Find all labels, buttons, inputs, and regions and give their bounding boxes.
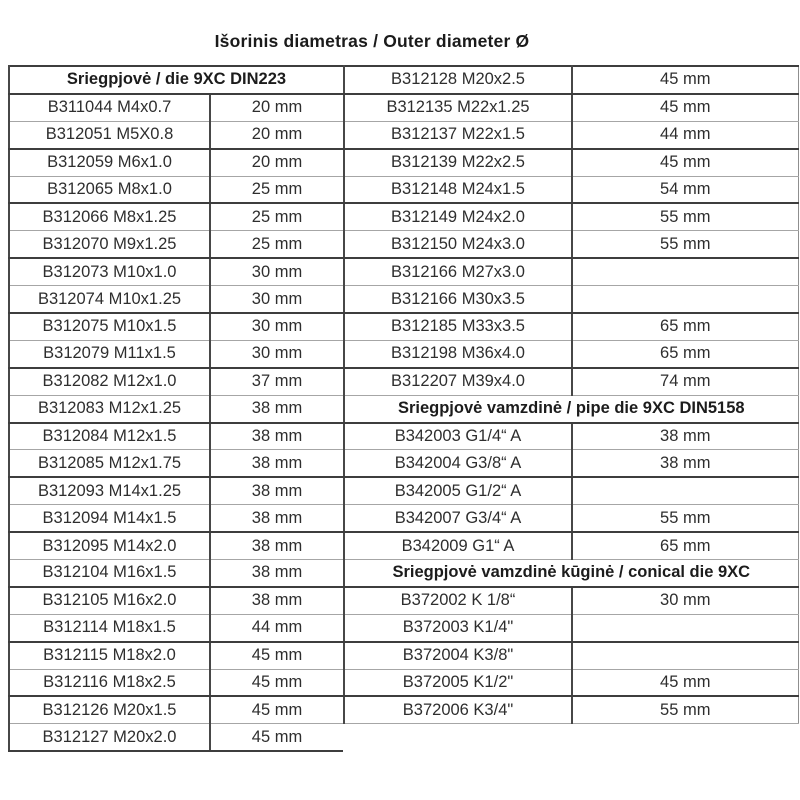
- table-row: [344, 423, 798, 450]
- product-code-cell: B311044 M4x0.7: [9, 94, 210, 121]
- diameter-cell: 45 mm: [572, 669, 798, 696]
- table-row: [344, 203, 798, 230]
- table-row: [9, 450, 343, 477]
- diameter-cell: [572, 477, 798, 504]
- product-code-cell: B312095 M14x2.0: [9, 532, 210, 559]
- die-table-right: [343, 65, 799, 724]
- product-code-cell: B372005 K1/2": [344, 669, 572, 696]
- table-row: [9, 94, 343, 121]
- table-row: [9, 505, 343, 532]
- table-row: [344, 231, 798, 258]
- table-row: [9, 696, 343, 723]
- table-row: [344, 66, 798, 94]
- table-row: [344, 258, 798, 285]
- diameter-cell: 45 mm: [572, 94, 798, 121]
- page-title: Išorinis diametras / Outer diameter Ø: [214, 31, 530, 51]
- product-code-cell: B342003 G1/4“ A: [344, 423, 572, 450]
- table-row: [344, 642, 798, 669]
- table-row: [344, 340, 798, 367]
- product-code-cell: B312166 M30x3.5: [344, 286, 572, 313]
- diameter-cell: 30 mm: [210, 258, 343, 285]
- table-row: [9, 313, 343, 340]
- diameter-cell: 20 mm: [210, 94, 343, 121]
- product-code-cell: B312094 M14x1.5: [9, 505, 210, 532]
- table-row: [344, 368, 798, 395]
- die-table-right-body: [344, 66, 798, 724]
- table-row: [9, 121, 343, 148]
- product-code-cell: B312198 M36x4.0: [344, 340, 572, 367]
- product-code-cell: B312185 M33x3.5: [344, 313, 572, 340]
- product-code-cell: B312116 M18x2.5: [9, 669, 210, 696]
- product-code-cell: B372006 K3/4": [344, 696, 572, 723]
- section-header-row: [344, 395, 798, 422]
- diameter-cell: 20 mm: [210, 149, 343, 176]
- product-code-cell: B312066 M8x1.25: [9, 203, 210, 230]
- diameter-cell: 65 mm: [572, 340, 798, 367]
- table-row: [344, 696, 798, 723]
- table-row: [9, 203, 343, 230]
- table-row: [9, 642, 343, 669]
- table-row: [344, 614, 798, 641]
- table-row: [344, 286, 798, 313]
- section-header-row: [9, 66, 343, 94]
- diameter-cell: 45 mm: [210, 669, 343, 696]
- diameter-cell: 25 mm: [210, 231, 343, 258]
- table-row: [9, 149, 343, 176]
- product-code-cell: B312128 M20x2.5: [344, 66, 572, 94]
- table-row: [344, 149, 798, 176]
- product-code-cell: B312150 M24x3.0: [344, 231, 572, 258]
- product-code-cell: B342004 G3/8“ A: [344, 450, 572, 477]
- section-header-row: [344, 560, 798, 587]
- product-code-cell: B312079 M11x1.5: [9, 340, 210, 367]
- diameter-cell: 38 mm: [210, 532, 343, 559]
- table-row: [9, 231, 343, 258]
- table-row: [344, 176, 798, 203]
- table-row: [344, 587, 798, 614]
- table-row: [344, 121, 798, 148]
- diameter-cell: 55 mm: [572, 203, 798, 230]
- diameter-cell: 38 mm: [210, 395, 343, 422]
- diameter-cell: 38 mm: [572, 423, 798, 450]
- table-row: [344, 477, 798, 504]
- product-code-cell: B342007 G3/4“ A: [344, 505, 572, 532]
- table-row: [9, 340, 343, 367]
- product-code-cell: B312084 M12x1.5: [9, 423, 210, 450]
- section-header: Sriegpjovė / die 9XC DIN223: [9, 66, 343, 94]
- diameter-cell: 44 mm: [572, 121, 798, 148]
- table-row: [344, 669, 798, 696]
- product-code-cell: B312093 M14x1.25: [9, 477, 210, 504]
- product-code-cell: B312104 M16x1.5: [9, 560, 210, 587]
- product-code-cell: B312070 M9x1.25: [9, 231, 210, 258]
- table-row: [344, 450, 798, 477]
- diameter-cell: 38 mm: [210, 477, 343, 504]
- diameter-cell: 65 mm: [572, 532, 798, 559]
- product-code-cell: B312135 M22x1.25: [344, 94, 572, 121]
- section-header: Sriegpjovė vamzdinė kūginė / conical die 9XC: [344, 560, 798, 587]
- table-row: [9, 477, 343, 504]
- product-code-cell: B312139 M22x2.5: [344, 149, 572, 176]
- diameter-cell: 38 mm: [210, 587, 343, 614]
- diameter-cell: 74 mm: [572, 368, 798, 395]
- product-code-cell: B312126 M20x1.5: [9, 696, 210, 723]
- table-row: [9, 669, 343, 696]
- die-table-left: [8, 65, 343, 752]
- diameter-cell: 65 mm: [572, 313, 798, 340]
- diameter-cell: 45 mm: [572, 149, 798, 176]
- product-code-cell: B312051 M5X0.8: [9, 121, 210, 148]
- product-code-cell: B312127 M20x2.0: [9, 724, 210, 751]
- table-row: [344, 505, 798, 532]
- section-header: Sriegpjovė vamzdinė / pipe die 9XC DIN5158: [344, 395, 798, 422]
- diameter-cell: 45 mm: [210, 724, 343, 751]
- diameter-cell: 25 mm: [210, 203, 343, 230]
- table-row: [9, 587, 343, 614]
- diameter-cell: 38 mm: [210, 560, 343, 587]
- product-code-cell: B312105 M16x2.0: [9, 587, 210, 614]
- diameter-cell: 38 mm: [210, 423, 343, 450]
- diameter-cell: 30 mm: [210, 286, 343, 313]
- table-row: [9, 176, 343, 203]
- table-row: [9, 395, 343, 422]
- product-code-cell: B312059 M6x1.0: [9, 149, 210, 176]
- table-row: [9, 286, 343, 313]
- product-code-cell: B312149 M24x2.0: [344, 203, 572, 230]
- product-code-cell: B312073 M10x1.0: [9, 258, 210, 285]
- product-code-cell: B312115 M18x2.0: [9, 642, 210, 669]
- product-code-cell: B372003 K1/4": [344, 614, 572, 641]
- product-code-cell: B312083 M12x1.25: [9, 395, 210, 422]
- product-code-cell: B372004 K3/8": [344, 642, 572, 669]
- table-row: [9, 532, 343, 559]
- product-code-cell: B342009 G1“ A: [344, 532, 572, 559]
- diameter-cell: 25 mm: [210, 176, 343, 203]
- diameter-cell: 44 mm: [210, 614, 343, 641]
- diameter-cell: 45 mm: [572, 66, 798, 94]
- product-code-cell: B312207 M39x4.0: [344, 368, 572, 395]
- product-code-cell: B312166 M27x3.0: [344, 258, 572, 285]
- product-code-cell: B312148 M24x1.5: [344, 176, 572, 203]
- product-code-cell: B342005 G1/2“ A: [344, 477, 572, 504]
- product-code-cell: B312074 M10x1.25: [9, 286, 210, 313]
- diameter-cell: 38 mm: [572, 450, 798, 477]
- product-code-cell: B312065 M8x1.0: [9, 176, 210, 203]
- product-code-cell: B312114 M18x1.5: [9, 614, 210, 641]
- diameter-cell: 20 mm: [210, 121, 343, 148]
- diameter-cell: 45 mm: [210, 696, 343, 723]
- die-table-left-body: [9, 66, 343, 751]
- table-row: [344, 313, 798, 340]
- product-code-cell: B312085 M12x1.75: [9, 450, 210, 477]
- diameter-cell: 38 mm: [210, 505, 343, 532]
- table-row: [9, 724, 343, 751]
- diameter-cell: 37 mm: [210, 368, 343, 395]
- table-row: [9, 258, 343, 285]
- diameter-cell: 30 mm: [572, 587, 798, 614]
- table-row: [9, 560, 343, 587]
- table-row: [9, 423, 343, 450]
- diameter-cell: 30 mm: [210, 313, 343, 340]
- diameter-cell: 38 mm: [210, 450, 343, 477]
- diameter-cell: [572, 642, 798, 669]
- diameter-cell: [572, 286, 798, 313]
- table-row: [344, 532, 798, 559]
- diameter-cell: 55 mm: [572, 505, 798, 532]
- diameter-cell: 55 mm: [572, 696, 798, 723]
- product-code-cell: B312137 M22x1.5: [344, 121, 572, 148]
- product-code-cell: B312082 M12x1.0: [9, 368, 210, 395]
- diameter-cell: 55 mm: [572, 231, 798, 258]
- diameter-tables: [8, 65, 800, 752]
- diameter-cell: [572, 614, 798, 641]
- table-row: [344, 94, 798, 121]
- diameter-cell: 54 mm: [572, 176, 798, 203]
- table-row: [9, 368, 343, 395]
- product-code-cell: B312075 M10x1.5: [9, 313, 210, 340]
- product-code-cell: B372002 K 1/8“: [344, 587, 572, 614]
- diameter-cell: 45 mm: [210, 642, 343, 669]
- diameter-cell: [572, 258, 798, 285]
- table-row: [9, 614, 343, 641]
- diameter-cell: 30 mm: [210, 340, 343, 367]
